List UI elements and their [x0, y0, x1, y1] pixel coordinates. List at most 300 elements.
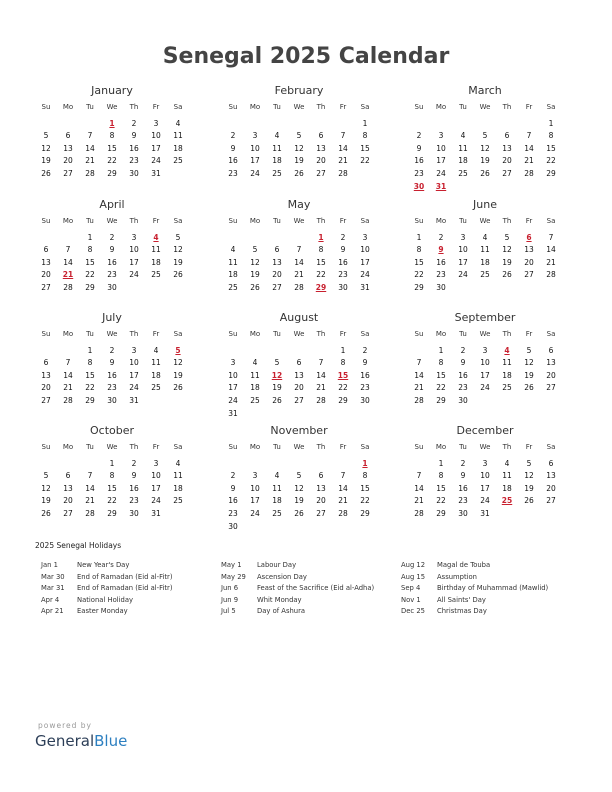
day: 1: [416, 232, 422, 242]
day: 12: [41, 483, 51, 493]
holiday-name: Christmas Day: [437, 607, 487, 615]
day: 7: [548, 232, 554, 242]
weekday-label: Tu: [273, 217, 281, 225]
month-name: December: [456, 424, 514, 437]
day: 18: [173, 143, 183, 153]
day: 11: [173, 131, 183, 141]
day: 17: [250, 156, 260, 166]
empty-day: [57, 458, 79, 471]
day: 4: [175, 118, 181, 128]
day: 10: [436, 143, 446, 153]
holiday-row: [401, 572, 548, 584]
day: 9: [460, 471, 466, 481]
day: 24: [228, 395, 238, 405]
weekday-label: Sa: [360, 217, 370, 225]
day: 12: [41, 143, 51, 153]
weekday-label: Su: [41, 330, 51, 338]
day: 29: [436, 395, 446, 405]
day: 31: [360, 282, 370, 292]
holiday-name: Magal de Touba: [437, 561, 491, 569]
day: 28: [294, 282, 304, 292]
holiday-row: [221, 606, 374, 618]
holiday-name: Birthday of Muhammad (Mawlid): [437, 584, 549, 592]
day: 22: [436, 496, 446, 506]
weekday-label: Tu: [273, 330, 281, 338]
day: 28: [414, 395, 424, 405]
day: 18: [502, 483, 512, 493]
day: 4: [274, 131, 280, 141]
day: 18: [272, 156, 282, 166]
holiday-day: 12: [271, 370, 283, 380]
day: 16: [107, 257, 117, 267]
day: 19: [41, 496, 51, 506]
day: 20: [41, 270, 51, 280]
day: 24: [250, 168, 260, 178]
holiday-date: Mar 31: [41, 584, 65, 592]
day: 27: [41, 395, 51, 405]
empty-day: [35, 345, 57, 358]
day: 6: [318, 471, 324, 481]
empty-day: [408, 345, 430, 358]
day: 1: [340, 345, 346, 355]
day: 19: [173, 257, 183, 267]
day: 7: [296, 245, 302, 255]
month-october: [35, 424, 189, 521]
day: 15: [316, 257, 326, 267]
weekday-label: Fr: [525, 103, 533, 111]
day: 3: [252, 131, 258, 141]
day: 30: [458, 395, 468, 405]
day: 2: [230, 131, 236, 141]
month-days-grid: [408, 101, 562, 193]
day: 29: [338, 395, 348, 405]
empty-day: [310, 118, 332, 131]
day: 17: [228, 383, 238, 393]
holiday-day: 4: [504, 345, 510, 355]
day: 21: [85, 156, 95, 166]
day: 11: [173, 471, 183, 481]
day: 16: [436, 257, 446, 267]
weekday-label: Mo: [62, 330, 74, 338]
day: 10: [129, 358, 139, 368]
empty-day: [430, 118, 452, 131]
day: 27: [524, 270, 534, 280]
month-name: February: [274, 84, 324, 97]
empty-day: [332, 118, 354, 131]
day: 13: [63, 143, 73, 153]
empty-day: [408, 458, 430, 471]
weekday-label: Fr: [339, 217, 347, 225]
day: 3: [131, 232, 137, 242]
empty-day: [57, 232, 79, 245]
holiday-row: [41, 583, 173, 595]
day: 28: [338, 508, 348, 518]
day: 20: [294, 383, 304, 393]
month-may: [222, 198, 376, 295]
day: 10: [360, 245, 370, 255]
day: 29: [107, 508, 117, 518]
day: 2: [340, 232, 346, 242]
empty-day: [408, 118, 430, 131]
day: 28: [546, 270, 556, 280]
month-days-grid: [408, 441, 562, 521]
day: 27: [502, 168, 512, 178]
day: 23: [414, 168, 424, 178]
empty-day: [288, 345, 310, 358]
day: 27: [294, 395, 304, 405]
holiday-date: Apr 4: [41, 595, 60, 604]
day: 1: [438, 458, 444, 468]
day: 13: [502, 143, 512, 153]
day: 22: [360, 496, 370, 506]
weekday-label: Th: [502, 443, 512, 451]
day: 28: [63, 282, 73, 292]
weekday-label: Mo: [62, 217, 74, 225]
empty-day: [35, 232, 57, 245]
day: 14: [85, 483, 95, 493]
empty-day: [222, 345, 244, 358]
holiday-date: Jan 1: [41, 561, 58, 569]
weekday-label: Th: [129, 330, 139, 338]
day: 29: [85, 282, 95, 292]
weekday-label: Su: [228, 443, 238, 451]
weekday-label: We: [293, 217, 305, 225]
day: 22: [338, 383, 348, 393]
weekday-label: Sa: [546, 330, 556, 338]
day: 16: [129, 483, 139, 493]
holiday-day: 1: [318, 232, 324, 242]
day: 26: [41, 508, 51, 518]
month-days-grid: [408, 328, 562, 408]
brand-logo-part-a: General: [35, 732, 95, 750]
day: 12: [502, 245, 512, 255]
day: 19: [502, 257, 512, 267]
day: 22: [85, 383, 95, 393]
weekday-label: Th: [129, 217, 139, 225]
day: 8: [109, 131, 115, 141]
holiday-date: Aug 15: [401, 572, 426, 581]
day: 9: [340, 245, 346, 255]
day: 5: [296, 131, 302, 141]
weekday-label: Th: [316, 330, 326, 338]
day: 10: [228, 370, 238, 380]
day: 23: [360, 383, 370, 393]
day: 2: [109, 345, 115, 355]
month-name: November: [270, 424, 328, 437]
month-november: [222, 424, 376, 533]
day: 6: [43, 245, 49, 255]
day: 4: [252, 358, 258, 368]
day: 18: [151, 370, 161, 380]
month-name: January: [91, 84, 133, 97]
day: 5: [274, 358, 280, 368]
month-name: March: [468, 84, 502, 97]
month-september: [408, 311, 562, 408]
day: 12: [250, 257, 260, 267]
month-august: [222, 311, 376, 420]
day: 3: [460, 232, 466, 242]
day: 17: [129, 257, 139, 267]
weekday-label: Mo: [249, 103, 261, 111]
empty-day: [244, 118, 266, 131]
day: 19: [173, 370, 183, 380]
day: 20: [524, 257, 534, 267]
holiday-column: [401, 560, 548, 618]
day: 26: [524, 383, 534, 393]
holiday-row: [221, 560, 374, 572]
day: 21: [414, 496, 424, 506]
day: 30: [360, 395, 370, 405]
weekday-label: Tu: [86, 103, 94, 111]
day: 2: [109, 232, 115, 242]
day: 15: [436, 370, 446, 380]
holiday-row: [221, 583, 374, 595]
empty-day: [35, 458, 57, 471]
month-name: October: [89, 424, 135, 437]
day: 31: [480, 508, 490, 518]
day: 23: [228, 508, 238, 518]
day: 30: [107, 395, 117, 405]
month-april: [35, 198, 189, 295]
day: 2: [230, 471, 236, 481]
day: 24: [360, 270, 370, 280]
day: 7: [87, 131, 93, 141]
day: 20: [63, 156, 73, 166]
weekday-label: Fr: [152, 217, 160, 225]
weekday-label: We: [479, 217, 491, 225]
empty-day: [57, 118, 79, 131]
day: 27: [316, 168, 326, 178]
day: 11: [458, 143, 468, 153]
day: 25: [480, 270, 490, 280]
empty-day: [452, 118, 474, 131]
holiday-day: 5: [175, 345, 181, 355]
weekday-label: Sa: [360, 330, 370, 338]
day: 8: [438, 358, 444, 368]
day: 7: [416, 471, 422, 481]
weekday-label: Su: [228, 103, 238, 111]
day: 2: [460, 458, 466, 468]
day: 21: [338, 156, 348, 166]
day: 20: [316, 496, 326, 506]
holiday-column: [41, 560, 173, 618]
weekday-label: Su: [41, 217, 51, 225]
day: 16: [458, 370, 468, 380]
empty-day: [288, 118, 310, 131]
day: 15: [107, 483, 117, 493]
day: 22: [107, 156, 117, 166]
weekday-label: Su: [228, 217, 238, 225]
day: 16: [107, 370, 117, 380]
day: 2: [131, 458, 137, 468]
day: 17: [458, 257, 468, 267]
holiday-row: [41, 572, 173, 584]
day: 17: [480, 370, 490, 380]
holiday-name: Feast of the Sacrifice (Eid al-Adha): [257, 584, 375, 592]
weekday-label: Fr: [525, 443, 533, 451]
day: 18: [480, 257, 490, 267]
weekday-label: Th: [129, 443, 139, 451]
day: 25: [250, 395, 260, 405]
day: 31: [151, 508, 161, 518]
day: 8: [340, 358, 346, 368]
day: 30: [458, 508, 468, 518]
day: 10: [250, 143, 260, 153]
empty-day: [244, 458, 266, 471]
day: 14: [338, 143, 348, 153]
holiday-day: 4: [153, 232, 159, 242]
holiday-day: 1: [362, 458, 368, 468]
day: 10: [250, 483, 260, 493]
weekday-label: Fr: [152, 443, 160, 451]
day: 16: [129, 143, 139, 153]
weekday-label: Fr: [339, 103, 347, 111]
day: 27: [546, 496, 556, 506]
weekday-label: Tu: [86, 330, 94, 338]
holiday-date: Jul 5: [221, 607, 236, 615]
weekday-label: Su: [228, 330, 238, 338]
day: 2: [416, 131, 422, 141]
day: 7: [318, 358, 324, 368]
day: 15: [360, 483, 370, 493]
day: 26: [173, 383, 183, 393]
day: 17: [360, 257, 370, 267]
weekday-label: Sa: [173, 217, 183, 225]
day: 11: [272, 483, 282, 493]
day: 9: [362, 358, 368, 368]
day: 8: [416, 245, 422, 255]
weekday-label: Su: [41, 443, 51, 451]
day: 28: [316, 395, 326, 405]
empty-day: [474, 118, 496, 131]
day: 12: [294, 143, 304, 153]
day: 19: [524, 483, 534, 493]
day: 27: [272, 282, 282, 292]
day: 3: [131, 345, 137, 355]
day: 26: [480, 168, 490, 178]
day: 14: [63, 257, 73, 267]
day: 22: [546, 156, 556, 166]
weekday-label: Th: [316, 103, 326, 111]
day: 14: [546, 245, 556, 255]
day: 14: [414, 483, 424, 493]
holiday-day: 21: [62, 270, 74, 280]
day: 11: [502, 358, 512, 368]
day: 6: [65, 131, 71, 141]
day: 31: [228, 408, 238, 418]
holiday-date: Dec 25: [401, 607, 425, 615]
month-name: July: [102, 311, 122, 324]
empty-day: [310, 345, 332, 358]
holiday-day: 25: [501, 496, 513, 506]
holiday-date: Nov 1: [401, 595, 421, 604]
day: 23: [107, 383, 117, 393]
day: 3: [153, 118, 159, 128]
holiday-date: Sep 4: [401, 584, 421, 592]
day: 21: [338, 496, 348, 506]
empty-day: [222, 232, 244, 245]
weekday-label: Mo: [62, 443, 74, 451]
day: 14: [294, 257, 304, 267]
day: 22: [316, 270, 326, 280]
day: 17: [151, 143, 161, 153]
day: 27: [63, 508, 73, 518]
empty-day: [266, 345, 288, 358]
day: 3: [482, 458, 488, 468]
day: 30: [228, 521, 238, 531]
weekday-label: Th: [129, 103, 139, 111]
weekday-label: We: [106, 443, 118, 451]
day: 8: [548, 131, 554, 141]
day: 23: [107, 270, 117, 280]
day: 19: [250, 270, 260, 280]
day: 10: [480, 471, 490, 481]
day: 23: [436, 270, 446, 280]
month-days-grid: [222, 215, 376, 295]
page-title: Senegal 2025 Calendar: [162, 44, 450, 69]
weekday-label: Tu: [459, 217, 467, 225]
weekday-label: Sa: [546, 443, 556, 451]
weekday-label: We: [106, 217, 118, 225]
month-december: [408, 424, 562, 521]
day: 12: [173, 245, 183, 255]
holiday-date: Aug 12: [401, 561, 426, 569]
day: 29: [436, 508, 446, 518]
holiday-date: Mar 30: [41, 572, 65, 581]
day: 18: [458, 156, 468, 166]
day: 22: [107, 496, 117, 506]
day: 1: [87, 345, 93, 355]
weekday-label: Mo: [435, 443, 447, 451]
holiday-name: Labour Day: [257, 561, 297, 569]
day: 6: [318, 131, 324, 141]
day: 5: [482, 131, 488, 141]
day: 8: [362, 131, 368, 141]
day: 17: [151, 483, 161, 493]
holiday-day: 15: [337, 370, 349, 380]
day: 13: [272, 257, 282, 267]
weekday-label: Mo: [435, 330, 447, 338]
day: 1: [362, 118, 368, 128]
day: 5: [296, 471, 302, 481]
day: 13: [546, 471, 556, 481]
empty-day: [222, 118, 244, 131]
day: 7: [65, 358, 71, 368]
day: 20: [546, 483, 556, 493]
day: 14: [414, 370, 424, 380]
day: 25: [173, 496, 183, 506]
month-june: [408, 198, 562, 295]
empty-day: [244, 232, 266, 245]
day: 15: [85, 257, 95, 267]
month-name: May: [287, 198, 311, 211]
day: 2: [131, 118, 137, 128]
day: 15: [414, 257, 424, 267]
empty-day: [518, 118, 540, 131]
day: 20: [546, 370, 556, 380]
holiday-row: [41, 560, 173, 572]
day: 3: [482, 345, 488, 355]
weekday-label: Su: [414, 443, 424, 451]
day: 14: [524, 143, 534, 153]
day: 8: [362, 471, 368, 481]
day: 1: [87, 232, 93, 242]
weekday-label: We: [479, 103, 491, 111]
day: 6: [296, 358, 302, 368]
weekday-label: We: [293, 330, 305, 338]
day: 23: [458, 383, 468, 393]
day: 9: [131, 471, 137, 481]
